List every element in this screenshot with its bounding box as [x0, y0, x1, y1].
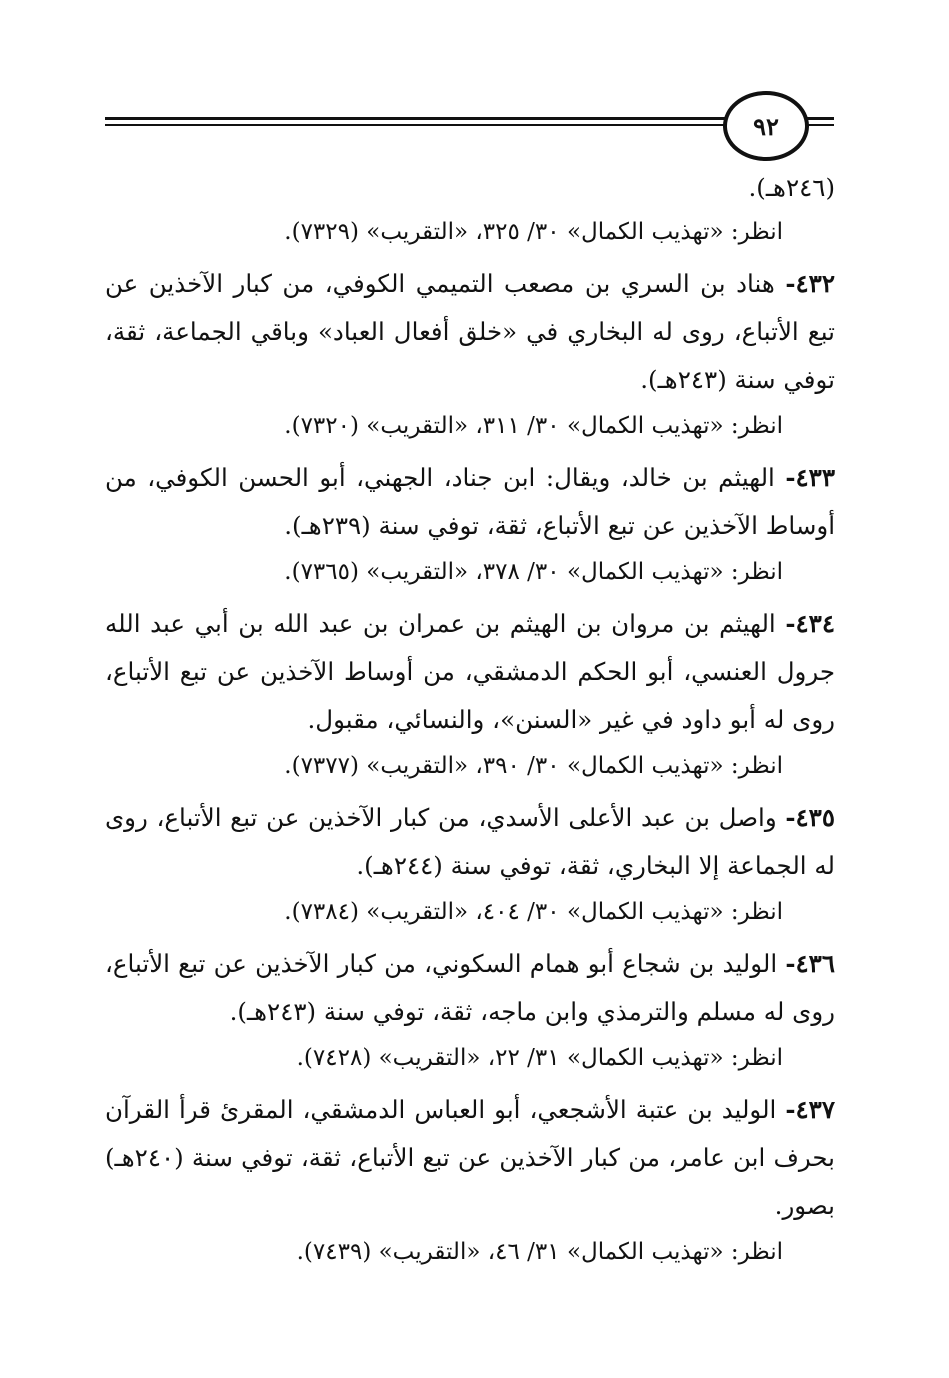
entry-text: الوليد بن عتبة الأشجعي، أبو العباس الدمشقي، المقرئ قرأ القرآن بحرف ابن عامر، من كبار الآخذين عن تبع الأتباع، ثقة، توفي سنة (٢٤٠هـ) بصور.: [105, 1095, 835, 1220]
page-body: [105, 166, 835, 1280]
entry-number: ٤٣٣-: [785, 463, 835, 492]
entry-reference: انظر: «تهذيب الكمال» ٣١/ ٤٦، «التقريب» (٧٤٣٩).: [296, 1239, 783, 1265]
page-number-badge: [723, 91, 809, 161]
entry-number: ٤٣٧-: [785, 1095, 835, 1124]
entry-436: [105, 940, 835, 1036]
entry-text: الهيثم بن خالد، ويقال: ابن جناد، الجهني، أبو الحسن الكوفي، من أوساط الآخذين عن تبع الأتباع، ثقة، توفي سنة (٢٣٩هـ).: [105, 463, 835, 540]
entry-text: الهيثم بن مروان بن الهيثم بن عمران بن عبد الله بن أبي عبد الله جرول العنسي، أبو الحكم الدمشقي، من أوساط الآخذين عن تبع الأتباع، روى له أبو داود في غير «السنن»، والنسائي، مقبول.: [105, 609, 835, 734]
entry-reference: انظر: «تهذيب الكمال» ٣٠/ ٣١١، «التقريب» (٧٣٢٠).: [284, 413, 783, 439]
entry-437: [105, 1086, 835, 1230]
entry-number: ٤٣٢-: [785, 269, 835, 298]
page-number: ٩٢: [753, 111, 779, 141]
opening-reference: انظر: «تهذيب الكمال» ٣٠/ ٣٢٥، «التقريب» (٧٣٢٩).: [284, 219, 783, 245]
entry-reference: انظر: «تهذيب الكمال» ٣٠/ ٤٠٤، «التقريب» (٧٣٨٤).: [284, 899, 783, 925]
entry-432: [105, 260, 835, 404]
entry-number: ٤٣٤-: [785, 609, 835, 638]
entry-text: الوليد بن شجاع أبو همام السكوني، من كبار الآخذين عن تبع الأتباع، روى له مسلم والترمذي وابن ماجه، ثقة، توفي سنة (٢٤٣هـ).: [105, 949, 835, 1026]
entry-number: ٤٣٦-: [785, 949, 835, 978]
entry-text: هناد بن السري بن مصعب التميمي الكوفي، من كبار الآخذين عن تبع الأتباع، روى له البخاري في «خلق أفعال العباد» وباقي الجماعة، ثقة، توفي سنة (٢٤٣هـ).: [105, 269, 835, 394]
entry-435: [105, 794, 835, 890]
opening-line: (٢٤٦هـ).: [748, 173, 835, 202]
entry-number: ٤٣٥-: [785, 803, 835, 832]
entry-reference: انظر: «تهذيب الكمال» ٣١/ ٢٢، «التقريب» (٧٤٢٨).: [296, 1045, 783, 1071]
entry-reference: انظر: «تهذيب الكمال» ٣٠/ ٣٧٨، «التقريب» (٧٣٦٥).: [284, 559, 783, 585]
entry-text: واصل بن عبد الأعلى الأسدي، من كبار الآخذين عن تبع الأتباع، روى له الجماعة إلا البخاري، ثقة، توفي سنة (٢٤٤هـ).: [105, 803, 835, 880]
entry-434: [105, 600, 835, 744]
entry-reference: انظر: «تهذيب الكمال» ٣٠/ ٣٩٠، «التقريب» (٧٣٧٧).: [284, 753, 783, 779]
page-header: [105, 88, 834, 158]
entry-433: [105, 454, 835, 550]
